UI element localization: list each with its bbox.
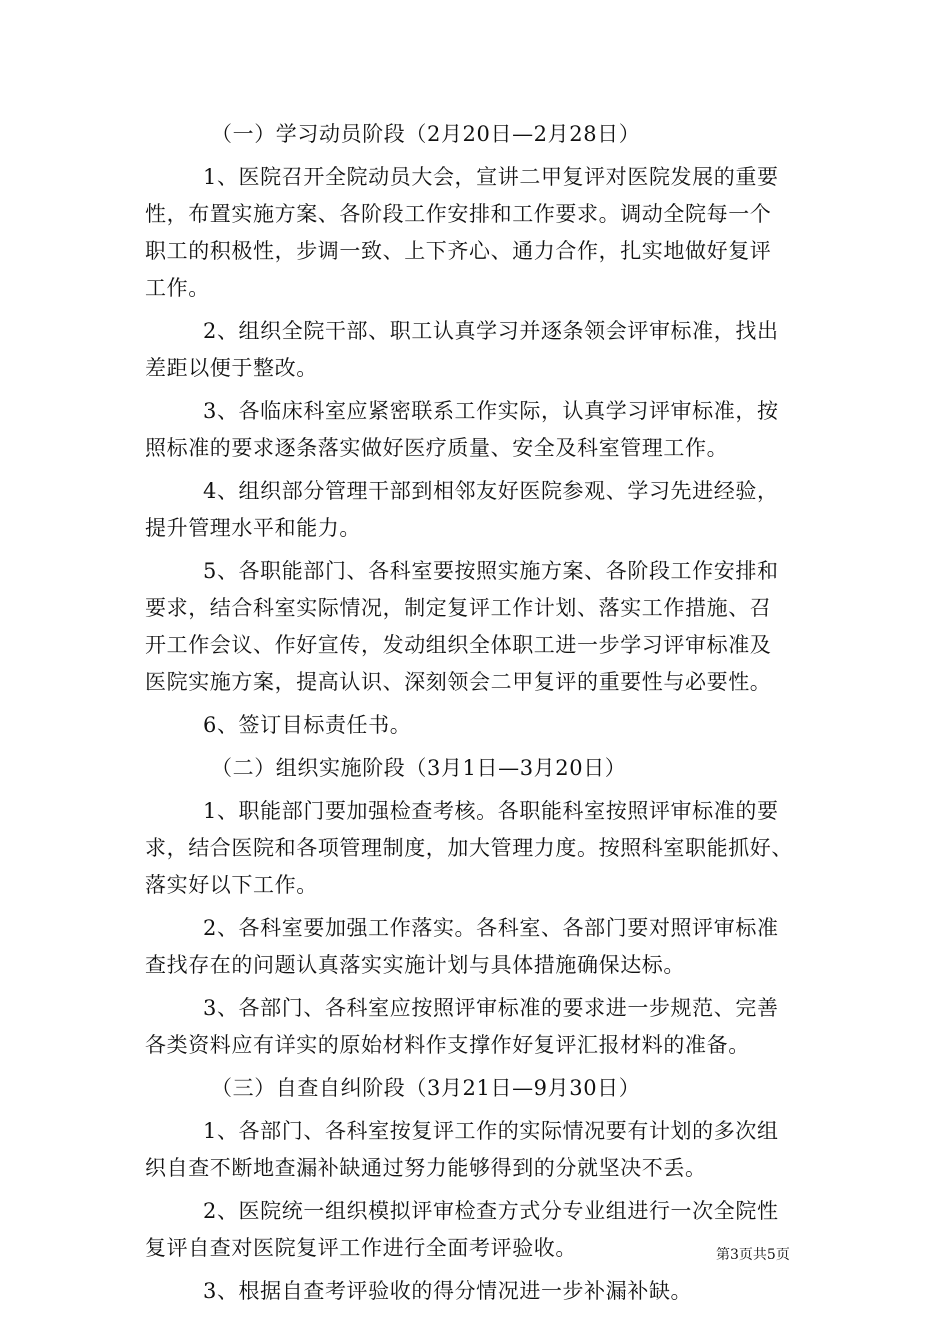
text-line: 3、各临床科室应紧密联系工作实际，认真学习评审标准，按: [203, 399, 779, 423]
paragraph: [145, 159, 813, 307]
text-line: 2、医院统一组织模拟评审检查方式分专业组进行一次全院性: [203, 1199, 779, 1223]
text-line: 求，结合医院和各项管理制度，加大管理力度。按照科室职能抓好、: [145, 836, 793, 860]
text-line: 落实好以下工作。: [145, 873, 318, 897]
paragraph: [145, 393, 813, 467]
text-line: （一）学习动员阶段（2月20日—2月28日）: [211, 122, 641, 146]
text-line: （三）自查自纠阶段（3月21日—9月30日）: [211, 1076, 641, 1100]
paragraph: [145, 1193, 813, 1267]
page-number: 第3页共5页: [716, 1247, 790, 1263]
text-line: 1、各部门、各科室按复评工作的实际情况要有计划的多次组: [203, 1119, 779, 1143]
text-line: 照标准的要求逐条落实做好医疗质量、安全及科室管理工作。: [145, 436, 729, 460]
document-body: [145, 116, 813, 1310]
text-line: 5、各职能部门、各科室要按照实施方案、各阶段工作安排和: [203, 559, 779, 583]
text-line: 工作。: [145, 276, 210, 300]
text-line: 性，布置实施方案、各阶段工作安排和工作要求。调动全院每一个: [145, 202, 772, 226]
text-line: 复评自查对医院复评工作进行全面考评验收。: [145, 1236, 577, 1260]
text-line: 医院实施方案，提高认识、深刻领会二甲复评的重要性与必要性。: [145, 670, 772, 694]
paragraph: [145, 116, 813, 153]
paragraph: [145, 707, 813, 744]
paragraph: [145, 553, 813, 701]
text-line: （二）组织实施阶段（3月1日—3月20日）: [211, 756, 627, 780]
paragraph: [145, 1070, 813, 1107]
text-line: 织自查不断地查漏补缺通过努力能够得到的分就坚决不丢。: [145, 1156, 707, 1180]
text-line: 3、根据自查考评验收的得分情况进一步补漏补缺。: [203, 1279, 693, 1303]
text-line: 1、医院召开全院动员大会，宣讲二甲复评对医院发展的重要: [203, 165, 779, 189]
paragraph: [145, 793, 813, 904]
text-line: 2、组织全院干部、职工认真学习并逐条领会评审标准，找出: [203, 319, 779, 343]
text-line: 职工的积极性，步调一致、上下齐心、通力合作，扎实地做好复评: [145, 239, 772, 263]
text-line: 6、签订目标责任书。: [203, 713, 412, 737]
text-line: 2、各科室要加强工作落实。各科室、各部门要对照评审标准: [203, 916, 779, 940]
paragraph: [145, 750, 813, 787]
text-line: 1、职能部门要加强检查考核。各职能科室按照评审标准的要: [203, 799, 779, 823]
text-line: 3、各部门、各科室应按照评审标准的要求进一步规范、完善: [203, 996, 779, 1020]
text-line: 差距以便于整改。: [145, 356, 318, 380]
paragraph: [145, 1113, 813, 1187]
text-line: 查找存在的问题认真落实实施计划与具体措施确保达标。: [145, 953, 685, 977]
paragraph: [145, 473, 813, 547]
paragraph: [145, 1273, 813, 1310]
text-line: 要求，结合科室实际情况，制定复评工作计划、落实工作措施、召: [145, 596, 772, 620]
text-line: 提升管理水平和能力。: [145, 516, 361, 540]
text-line: 各类资料应有详实的原始材料作支撑作好复评汇报材料的准备。: [145, 1033, 750, 1057]
paragraph: [145, 990, 813, 1064]
paragraph: [145, 910, 813, 984]
text-line: 开工作会议、作好宣传，发动组织全体职工进一步学习评审标准及: [145, 633, 772, 657]
text-line: 4、组织部分管理干部到相邻友好医院参观、学习先进经验，: [203, 479, 779, 503]
paragraph: [145, 313, 813, 387]
